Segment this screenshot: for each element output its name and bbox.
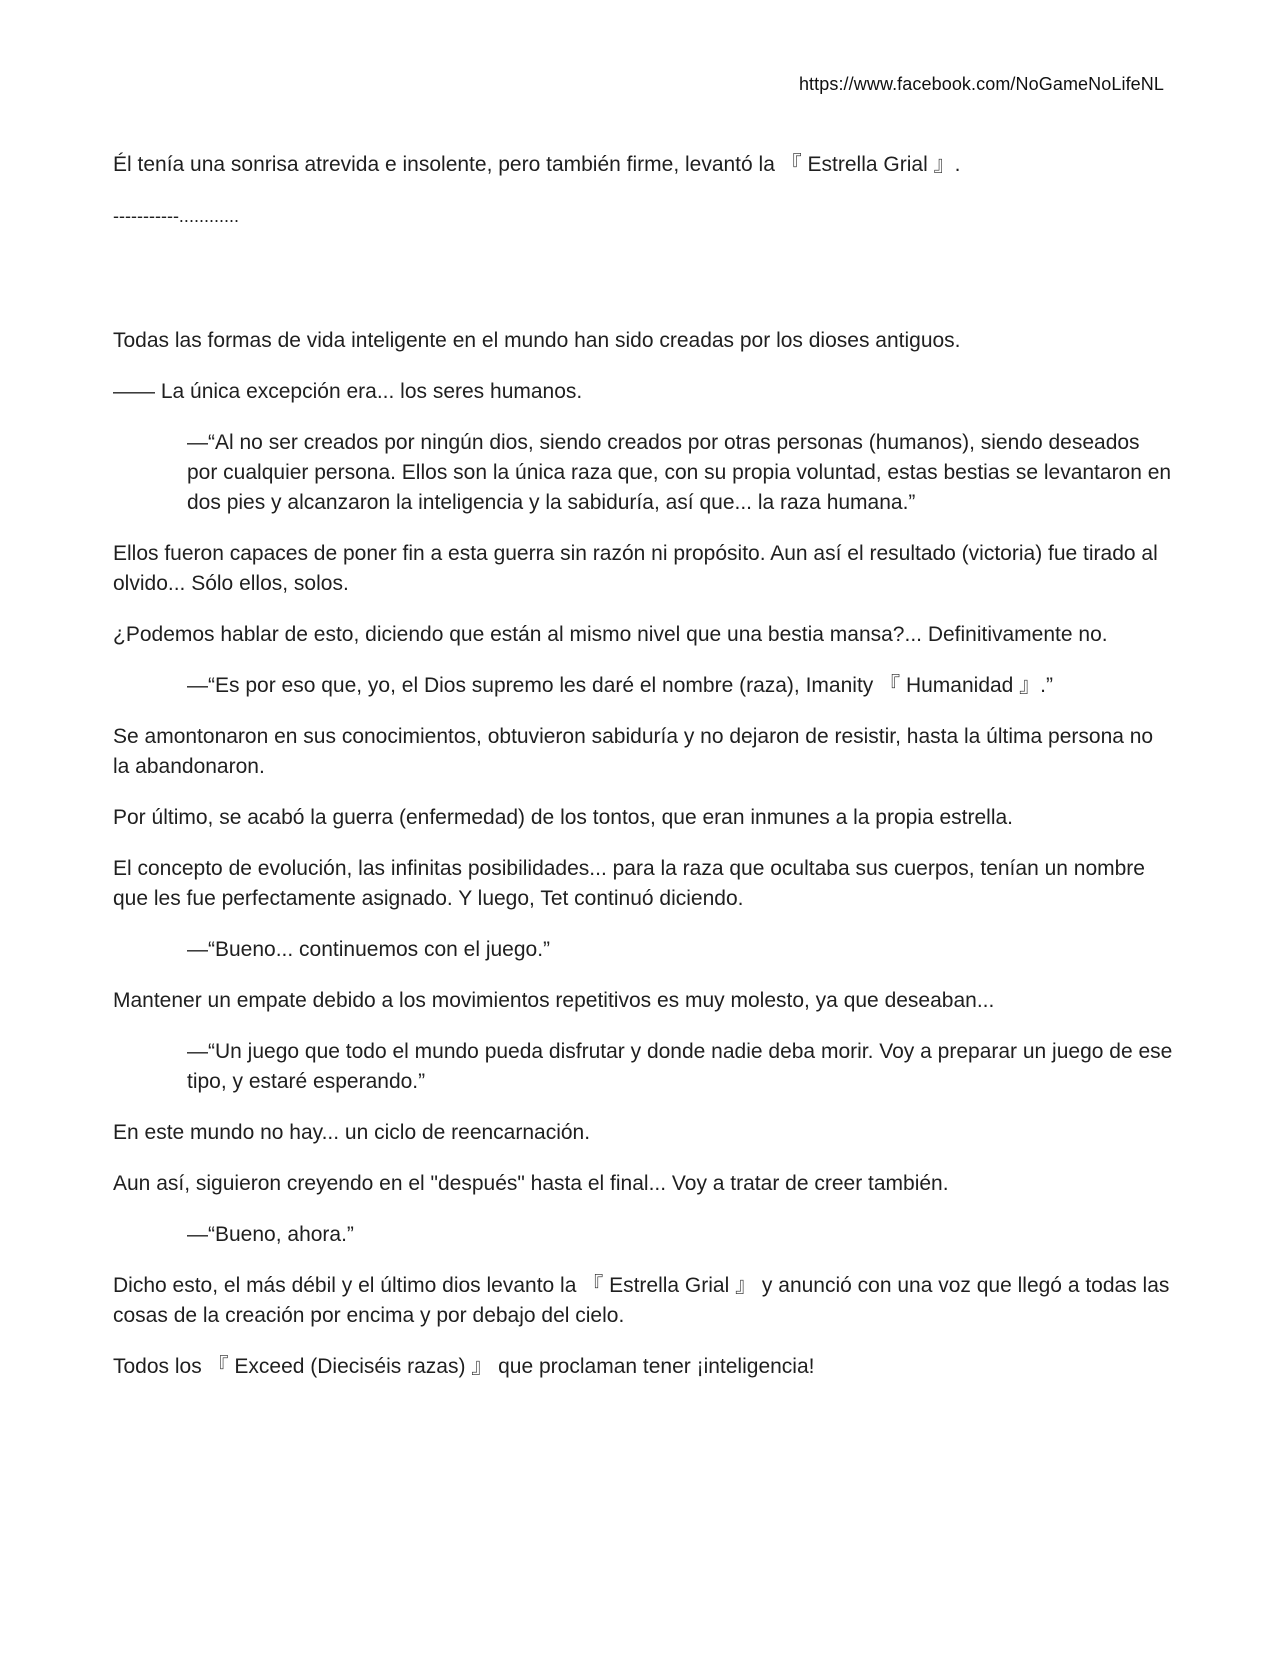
paragraph: Dicho esto, el más débil y el último dios levanto la 『 Estrella Grial 』 y anunció con una voz que llegó a todas las cosas de la creación por encima y por debajo del cielo. xyxy=(113,1274,1170,1327)
paragraph: ¿Podemos hablar de esto, diciendo que están al mismo nivel que una bestia mansa?... Definitivamente no. xyxy=(113,623,1108,646)
paragraph: Todos los 『 Exceed (Dieciséis razas) 』 que proclaman tener ¡inteligencia! xyxy=(113,1355,815,1378)
quoted-dialogue: —“Es por eso que, yo, el Dios supremo les daré el nombre (raza), Imanity 『 Humanidad 』.” xyxy=(187,674,1054,697)
paragraph: Todas las formas de vida inteligente en el mundo han sido creadas por los dioses antiguos. xyxy=(113,329,961,352)
header-url: https://www.facebook.com/NoGameNoLifeNL xyxy=(798,74,1164,94)
quoted-dialogue: —“Un juego que todo el mundo pueda disfrutar y donde nadie deba morir. Voy a preparar un juego de ese tipo, y estaré esperando.” xyxy=(187,1040,1173,1093)
section-spacer xyxy=(113,252,1173,326)
paragraph: Se amontonaron en sus conocimientos, obtuvieron sabiduría y no dejaron de resistir, hasta la última persona no la abandonaron. xyxy=(113,725,1154,778)
paragraph: Él tenía una sonrisa atrevida e insolente, pero también firme, levantó la 『 Estrella Grial 』. xyxy=(113,153,961,176)
section-separator: -----------............ xyxy=(113,206,239,226)
quoted-dialogue: —“Bueno... continuemos con el juego.” xyxy=(187,938,551,961)
paragraph: Mantener un empate debido a los movimientos repetitivos es muy molesto, ya que deseaban... xyxy=(113,989,995,1012)
quoted-dialogue: —“Bueno, ahora.” xyxy=(187,1223,354,1246)
paragraph: Aun así, siguieron creyendo en el "después" hasta el final... Voy a tratar de creer también. xyxy=(113,1172,949,1195)
quoted-dialogue: —“Al no ser creados por ningún dios, siendo creados por otras personas (humanos), siendo deseados por cualquier persona. Ellos son la única raza que, con su propia voluntad, estas bestias se levantaron en dos pies y alcanzaron la inteligencia y la sabiduría, así que... la raza humana.” xyxy=(187,431,1172,514)
paragraph: Por último, se acabó la guerra (enfermedad) de los tontos, que eran inmunes a la propia estrella. xyxy=(113,806,1014,829)
paragraph: En este mundo no hay... un ciclo de reencarnación. xyxy=(113,1121,591,1144)
document-body xyxy=(113,150,1173,1403)
paragraph: El concepto de evolución, las infinitas posibilidades... para la raza que ocultaba sus cuerpos, tenían un nombre que les fue perfectamente asignado. Y luego, Tet continuó diciendo. xyxy=(113,857,1145,910)
paragraph: Ellos fueron capaces de poner fin a esta guerra sin razón ni propósito. Aun así el resultado (victoria) fue tirado al olvido... Sólo ellos, solos. xyxy=(113,542,1158,595)
paragraph: —— La única excepción era... los seres humanos. xyxy=(113,380,583,403)
